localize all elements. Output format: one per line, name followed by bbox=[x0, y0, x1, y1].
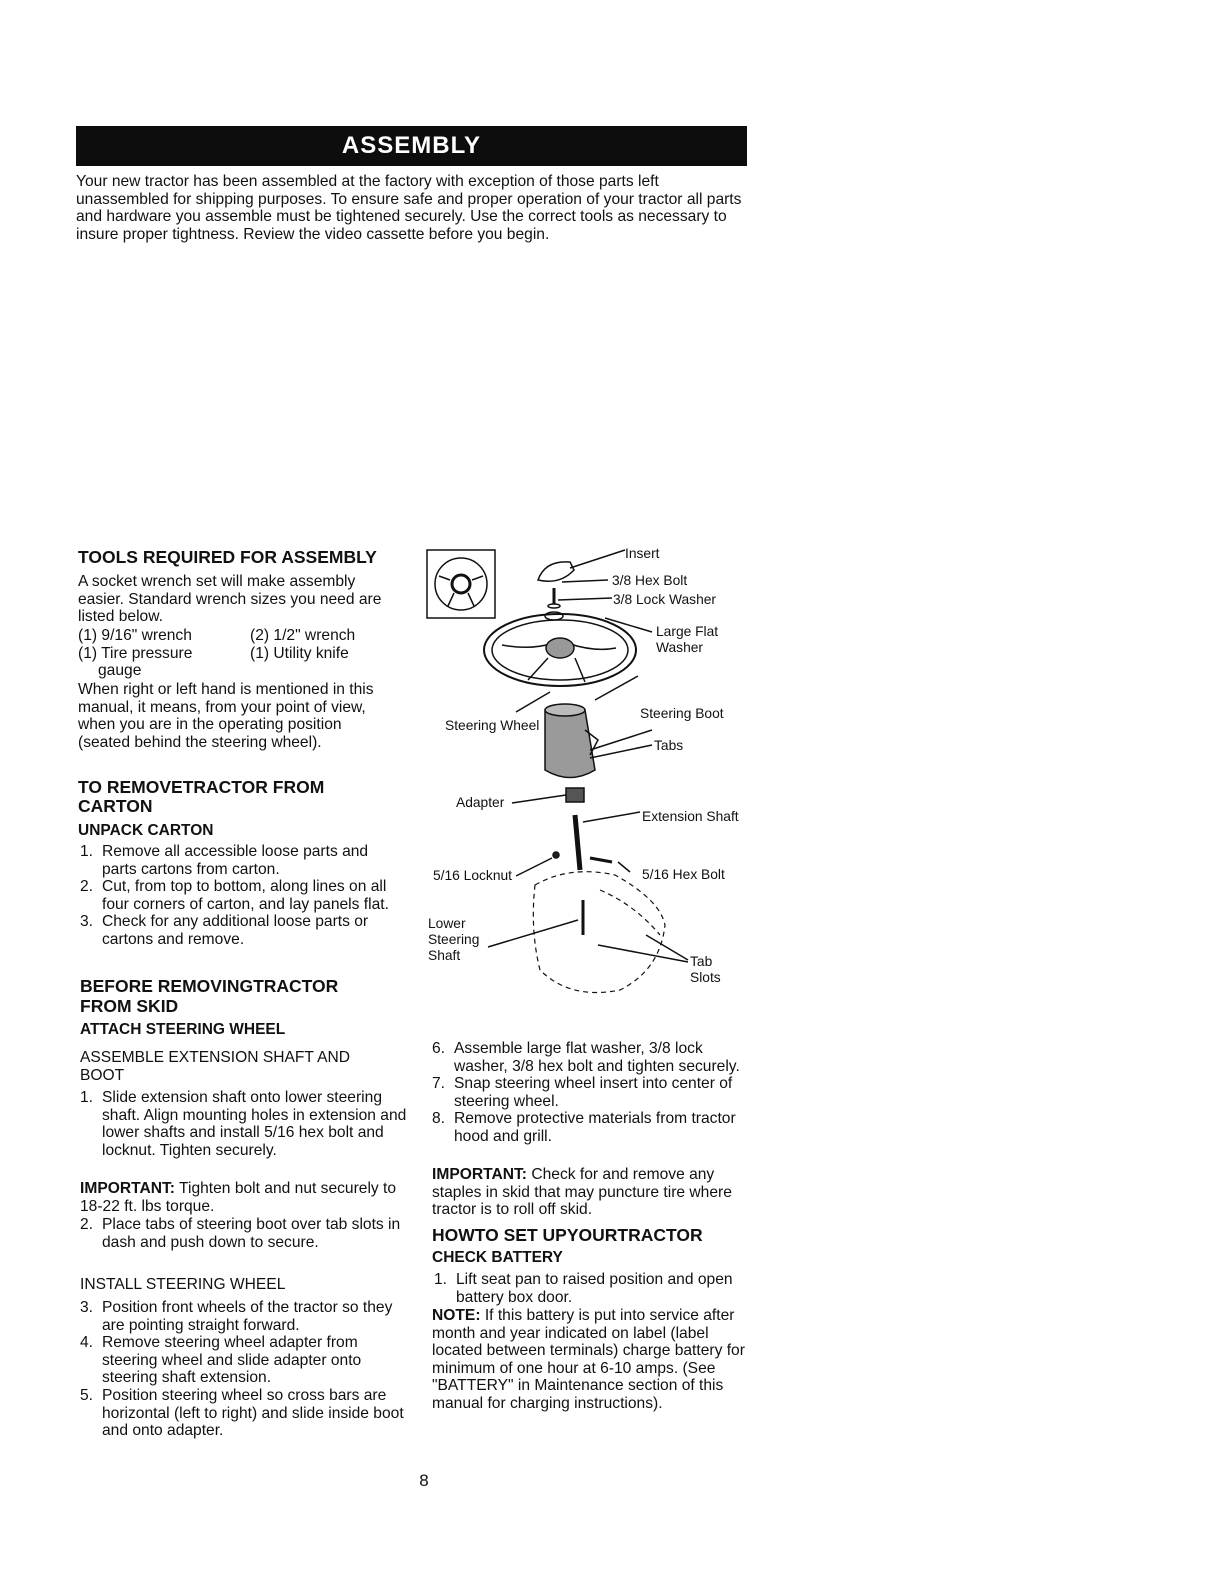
tool-item: gauge bbox=[98, 662, 142, 680]
label-locknut: 5/16 Locknut bbox=[433, 868, 513, 883]
tools-heading: TOOLS REQUIRED FOR ASSEMBLY bbox=[78, 547, 377, 567]
check-battery-heading: CHECK BATTERY bbox=[432, 1249, 563, 1266]
wheel-steps bbox=[80, 1299, 410, 1440]
battery-steps bbox=[434, 1271, 750, 1306]
label-lower: Lower bbox=[428, 916, 466, 931]
list-item: 2. Cut, from top to bottom, along lines on all four corners of carton, and lay panels flat. bbox=[80, 878, 389, 913]
list-item: 3. Position front wheels of the tractor so they are pointing straight forward. bbox=[80, 1299, 393, 1334]
list-item: 8. Remove protective materials from tractor hood and grill. bbox=[432, 1110, 736, 1145]
label-adapter: Adapter bbox=[456, 795, 505, 810]
tool-item: (1) Utility knife bbox=[250, 644, 349, 662]
insert-cap bbox=[538, 562, 574, 581]
attach-steering-heading: ATTACH STEERING WHEEL bbox=[80, 1021, 286, 1038]
label-shaft: Shaft bbox=[428, 948, 461, 963]
adapter bbox=[566, 788, 584, 802]
hand-note: When right or left hand is mentioned in this manual, it means, from your point of view, when you are in the operating position (seated behind the steering wheel). bbox=[78, 681, 374, 751]
label-large-flat: Large Flat bbox=[656, 624, 719, 639]
label-extension-shaft: Extension Shaft bbox=[642, 809, 739, 824]
label-tab: Tab bbox=[690, 954, 713, 969]
boot-steps bbox=[80, 1216, 402, 1251]
remove-heading-2: CARTON bbox=[78, 796, 153, 816]
unpack-carton-heading: UNPACK CARTON bbox=[78, 822, 214, 839]
extension-shaft bbox=[575, 815, 580, 870]
list-item: 3. Check for any additional loose parts or cartons and remove. bbox=[80, 913, 369, 948]
tools-text: A socket wrench set will make assembly easier. Standard wrench sizes you need are listed below. bbox=[78, 573, 382, 626]
remove-heading-1: TO REMOVETRACTOR FROM bbox=[78, 777, 325, 797]
label-lock-washer: 3/8 Lock Washer bbox=[613, 592, 717, 607]
battery-note: NOTE: If this battery is put into service after month and year indicated on label (label located between terminals) charge battery for minimum of one hour at 6-10 amps. (See "BATTERY" in Maintenance section of this manual for charging instructions). bbox=[432, 1307, 745, 1412]
inset-wheel-icon bbox=[435, 558, 487, 610]
label-hex-bolt: 3/8 Hex Bolt bbox=[612, 573, 688, 588]
setup-heading: HOWTO SET UPYOURTRACTOR bbox=[432, 1225, 703, 1245]
label-hex-bolt-516: 5/16 Hex Bolt bbox=[642, 867, 725, 882]
before-heading-1: BEFORE REMOVINGTRACTOR bbox=[80, 976, 339, 996]
locknut bbox=[553, 852, 559, 858]
hex-bolt-516 bbox=[590, 858, 612, 862]
list-item: 4. Remove steering wheel adapter from steering wheel and slide adapter onto steering shaft extension. bbox=[80, 1334, 362, 1387]
tools-list bbox=[78, 627, 398, 680]
torque-note: IMPORTANT: Tighten bolt and nut securely to 18-22 ft. lbs torque. bbox=[80, 1180, 397, 1215]
list-item: 6. Assemble large flat washer, 3/8 lock washer, 3/8 hex bolt and tighten securely. bbox=[432, 1040, 740, 1075]
label-steering-boot: Steering Boot bbox=[640, 706, 724, 721]
dash-outline bbox=[533, 872, 665, 993]
list-item: 1. Remove all accessible loose parts and parts cartons from carton. bbox=[80, 843, 369, 878]
unpack-steps bbox=[80, 843, 402, 949]
tool-item: (1) Tire pressure bbox=[78, 644, 193, 662]
list-item: 7. Snap steering wheel insert into center of steering wheel. bbox=[432, 1075, 733, 1110]
tools-row bbox=[78, 662, 398, 680]
list-item: 1. Lift seat pan to raised position and open battery box door. bbox=[434, 1271, 733, 1306]
staples-note: IMPORTANT: Check for and remove any staples in skid that may puncture tire where tractor is to roll off skid. bbox=[432, 1166, 732, 1219]
tools-row bbox=[78, 627, 398, 645]
section-banner: ASSEMBLY bbox=[76, 126, 747, 166]
shaft-steps bbox=[80, 1089, 410, 1159]
label-slots: Slots bbox=[690, 970, 721, 985]
tool-item: (2) 1/2" wrench bbox=[250, 627, 356, 644]
before-heading-2: FROM SKID bbox=[80, 996, 179, 1016]
page-number: 8 bbox=[419, 1471, 429, 1490]
install-wheel-heading: INSTALL STEERING WHEEL bbox=[80, 1276, 286, 1293]
label-washer: Washer bbox=[656, 640, 704, 655]
inset-box bbox=[427, 550, 495, 618]
list-item: 2. Place tabs of steering boot over tab slots in dash and push down to secure. bbox=[80, 1216, 401, 1251]
intro-paragraph: Your new tractor has been assembled at the factory with exception of those parts left unassembled for shipping purposes. To ensure safe and proper operation of your tractor all parts and hardware you assemble must be tightened securely. Use the correct tools as necessary to insure proper tightness. Review the video cassette before you begin. bbox=[76, 173, 742, 243]
label-tabs: Tabs bbox=[654, 738, 684, 753]
steering-boot bbox=[545, 710, 595, 778]
list-item: 1. Slide extension shaft onto lower steering shaft. Align mounting holes in extension and lower shafts and install 5/16 hex bolt and locknut. Tighten securely. bbox=[80, 1089, 407, 1159]
label-insert: Insert bbox=[625, 546, 660, 561]
tool-item: (1) 9/16" wrench bbox=[78, 627, 192, 644]
right-steps bbox=[432, 1040, 752, 1146]
list-item: 5. Position steering wheel so cross bars are horizontal (left to right) and slide inside boot and onto adapter. bbox=[80, 1386, 404, 1440]
assemble-shaft-heading: ASSEMBLE EXTENSION SHAFT AND BOOT bbox=[80, 1049, 351, 1084]
label-steering-wheel: Steering Wheel bbox=[445, 718, 540, 733]
label-steering: Steering bbox=[428, 932, 480, 947]
tools-row bbox=[78, 645, 398, 663]
